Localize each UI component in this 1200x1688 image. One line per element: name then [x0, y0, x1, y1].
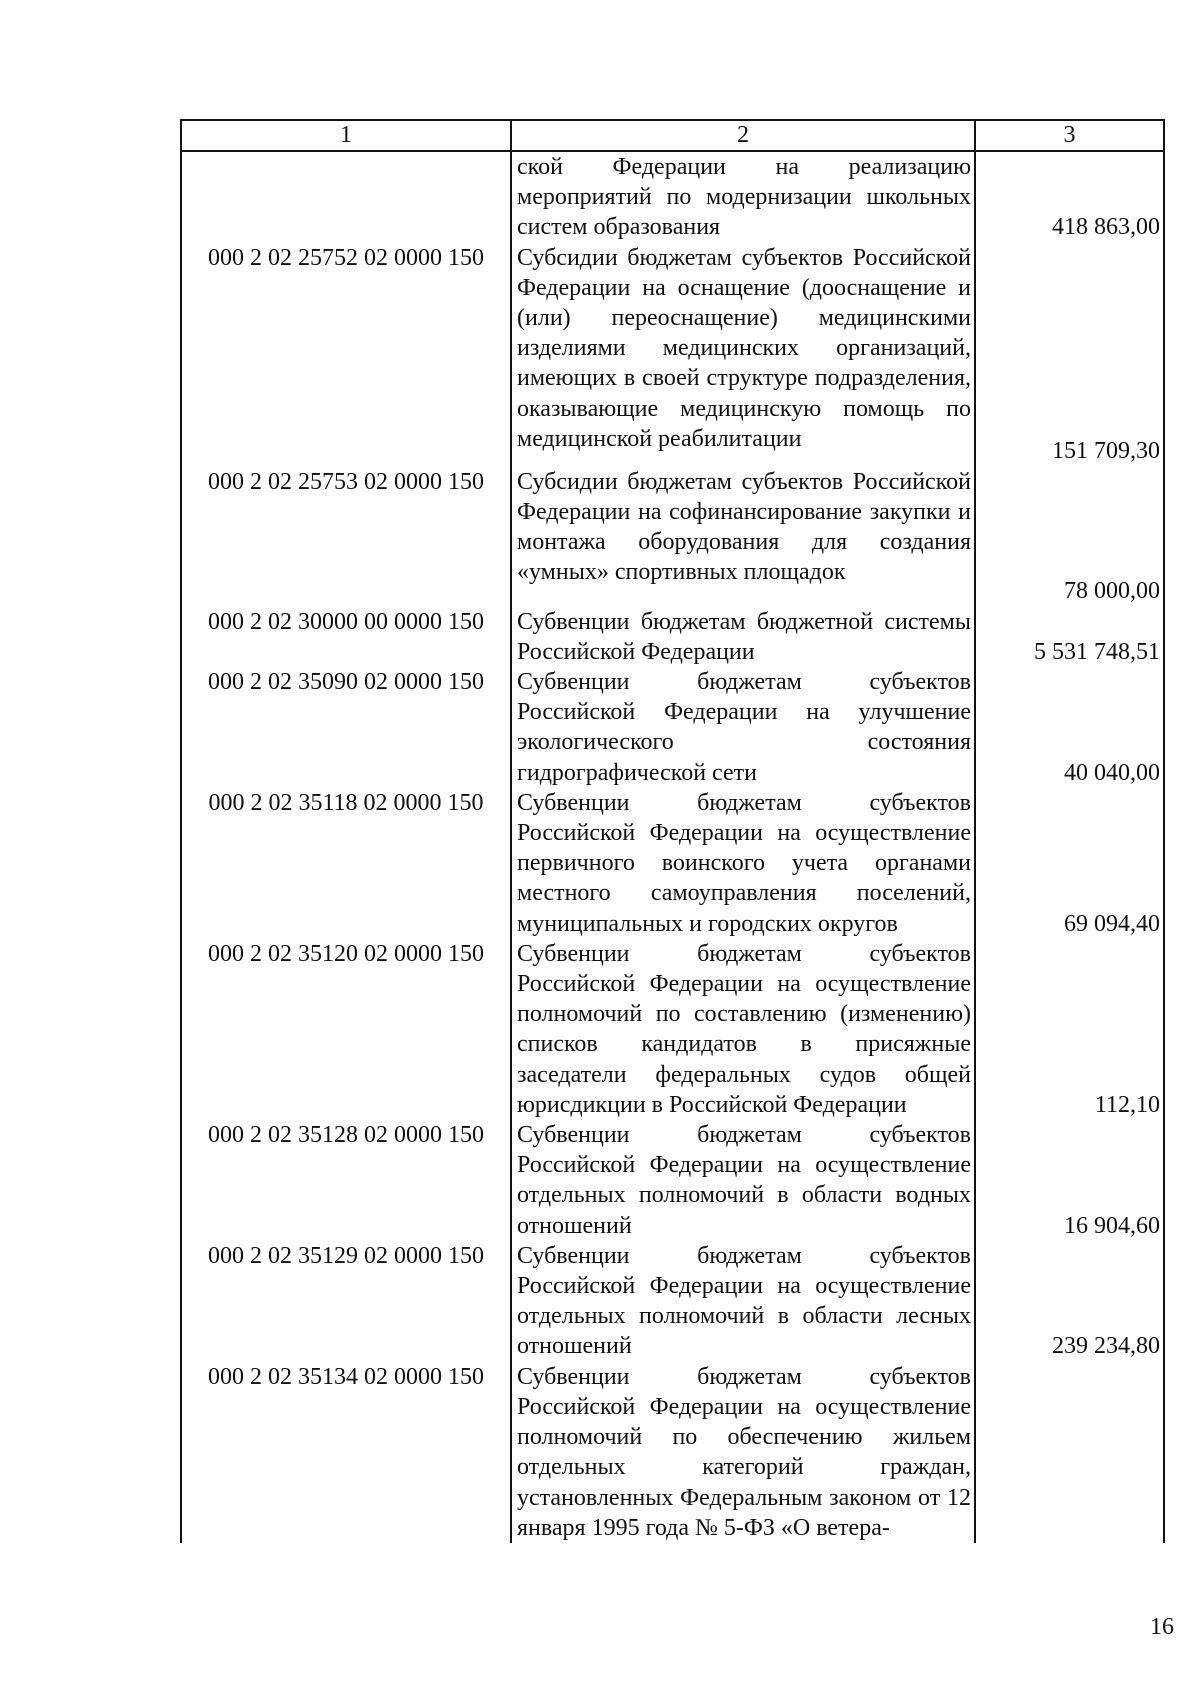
row-code: 000 2 02 25753 02 0000 150: [181, 467, 511, 607]
row-description: Субсидии бюджетам субъектов Российской Федерации на оснащение (дооснащение и (или) переоснащение) медицинскими изделиями медицинских организаций, имеющих в своей структуре подразделения, оказывающие медицинскую помощь по медицинской реабилитации: [511, 243, 975, 467]
header-row: [181, 120, 1164, 151]
table-row: [181, 467, 1164, 607]
row-amount: 69 094,40: [975, 788, 1164, 939]
header-col-3: 3: [975, 120, 1164, 151]
row-code: 000 2 02 35129 02 0000 150: [181, 1241, 511, 1362]
row-code: 000 2 02 30000 00 0000 150: [181, 607, 511, 667]
table-header: [181, 120, 1164, 151]
table-row: [181, 1120, 1164, 1241]
row-amount: 418 863,00: [975, 151, 1164, 243]
row-description: Субвенции бюджетам субъектов Российской Федерации на осуществление отдельных полномочий в области водных отношений: [511, 1120, 975, 1241]
row-code: 000 2 02 35128 02 0000 150: [181, 1120, 511, 1241]
table-row: [181, 151, 1164, 243]
row-description: Субвенции бюджетам субъектов Российской Федерации на осуществление полномочий по составлению (изменению) списков кандидатов в присяжные заседатели федеральных судов общей юрисдикции в Российской Федерации: [511, 939, 975, 1120]
row-amount: 16 904,60: [975, 1120, 1164, 1241]
row-amount: 5 531 748,51: [975, 607, 1164, 667]
row-code: [181, 151, 511, 243]
header-col-2: 2: [511, 120, 975, 151]
budget-table: [180, 119, 1165, 1543]
table-row: [181, 667, 1164, 788]
row-description: Субвенции бюджетам субъектов Российской Федерации на осуществление первичного воинского учета органами местного самоуправления поселений, муниципальных и городских округов: [511, 788, 975, 939]
table-row: [181, 607, 1164, 667]
row-amount: 239 234,80: [975, 1241, 1164, 1362]
row-description: Субвенции бюджетам субъектов Российской Федерации на улучшение экологического состояния гидрографической сети: [511, 667, 975, 788]
table-row: [181, 939, 1164, 1120]
row-description: Субвенции бюджетам субъектов Российской Федерации на осуществление отдельных полномочий в области лесных отношений: [511, 1241, 975, 1362]
header-col-1: 1: [181, 120, 511, 151]
row-description: Субсидии бюджетам субъектов Российской Федерации на софинансирование закупки и монтажа оборудования для создания «умных» спортивных площадок: [511, 467, 975, 607]
row-code: 000 2 02 25752 02 0000 150: [181, 243, 511, 467]
table-row: [181, 788, 1164, 939]
row-amount: 112,10: [975, 939, 1164, 1120]
row-amount: 40 040,00: [975, 667, 1164, 788]
row-code: 000 2 02 35090 02 0000 150: [181, 667, 511, 788]
row-amount: 151 709,30: [975, 243, 1164, 467]
row-description: Субвенции бюджетам бюджетной системы Российской Федерации: [511, 607, 975, 667]
table-row: [181, 243, 1164, 467]
page-number: 16: [1150, 1614, 1174, 1640]
row-amount: [975, 1362, 1164, 1543]
row-code: 000 2 02 35120 02 0000 150: [181, 939, 511, 1120]
table-body: [181, 151, 1164, 1543]
row-description: ской Федерации на реализацию мероприятий по модернизации школьных систем образования: [511, 151, 975, 243]
table-row: [181, 1241, 1164, 1362]
row-code: 000 2 02 35118 02 0000 150: [181, 788, 511, 939]
row-amount: 78 000,00: [975, 467, 1164, 607]
table-row: [181, 1362, 1164, 1543]
row-description: Субвенции бюджетам субъектов Российской Федерации на осуществление полномочий по обеспечению жильем отдельных категорий граждан, установленных Федеральным законом от 12 января 1995 года № 5-ФЗ «О ветера-: [511, 1362, 975, 1543]
row-code: 000 2 02 35134 02 0000 150: [181, 1362, 511, 1543]
